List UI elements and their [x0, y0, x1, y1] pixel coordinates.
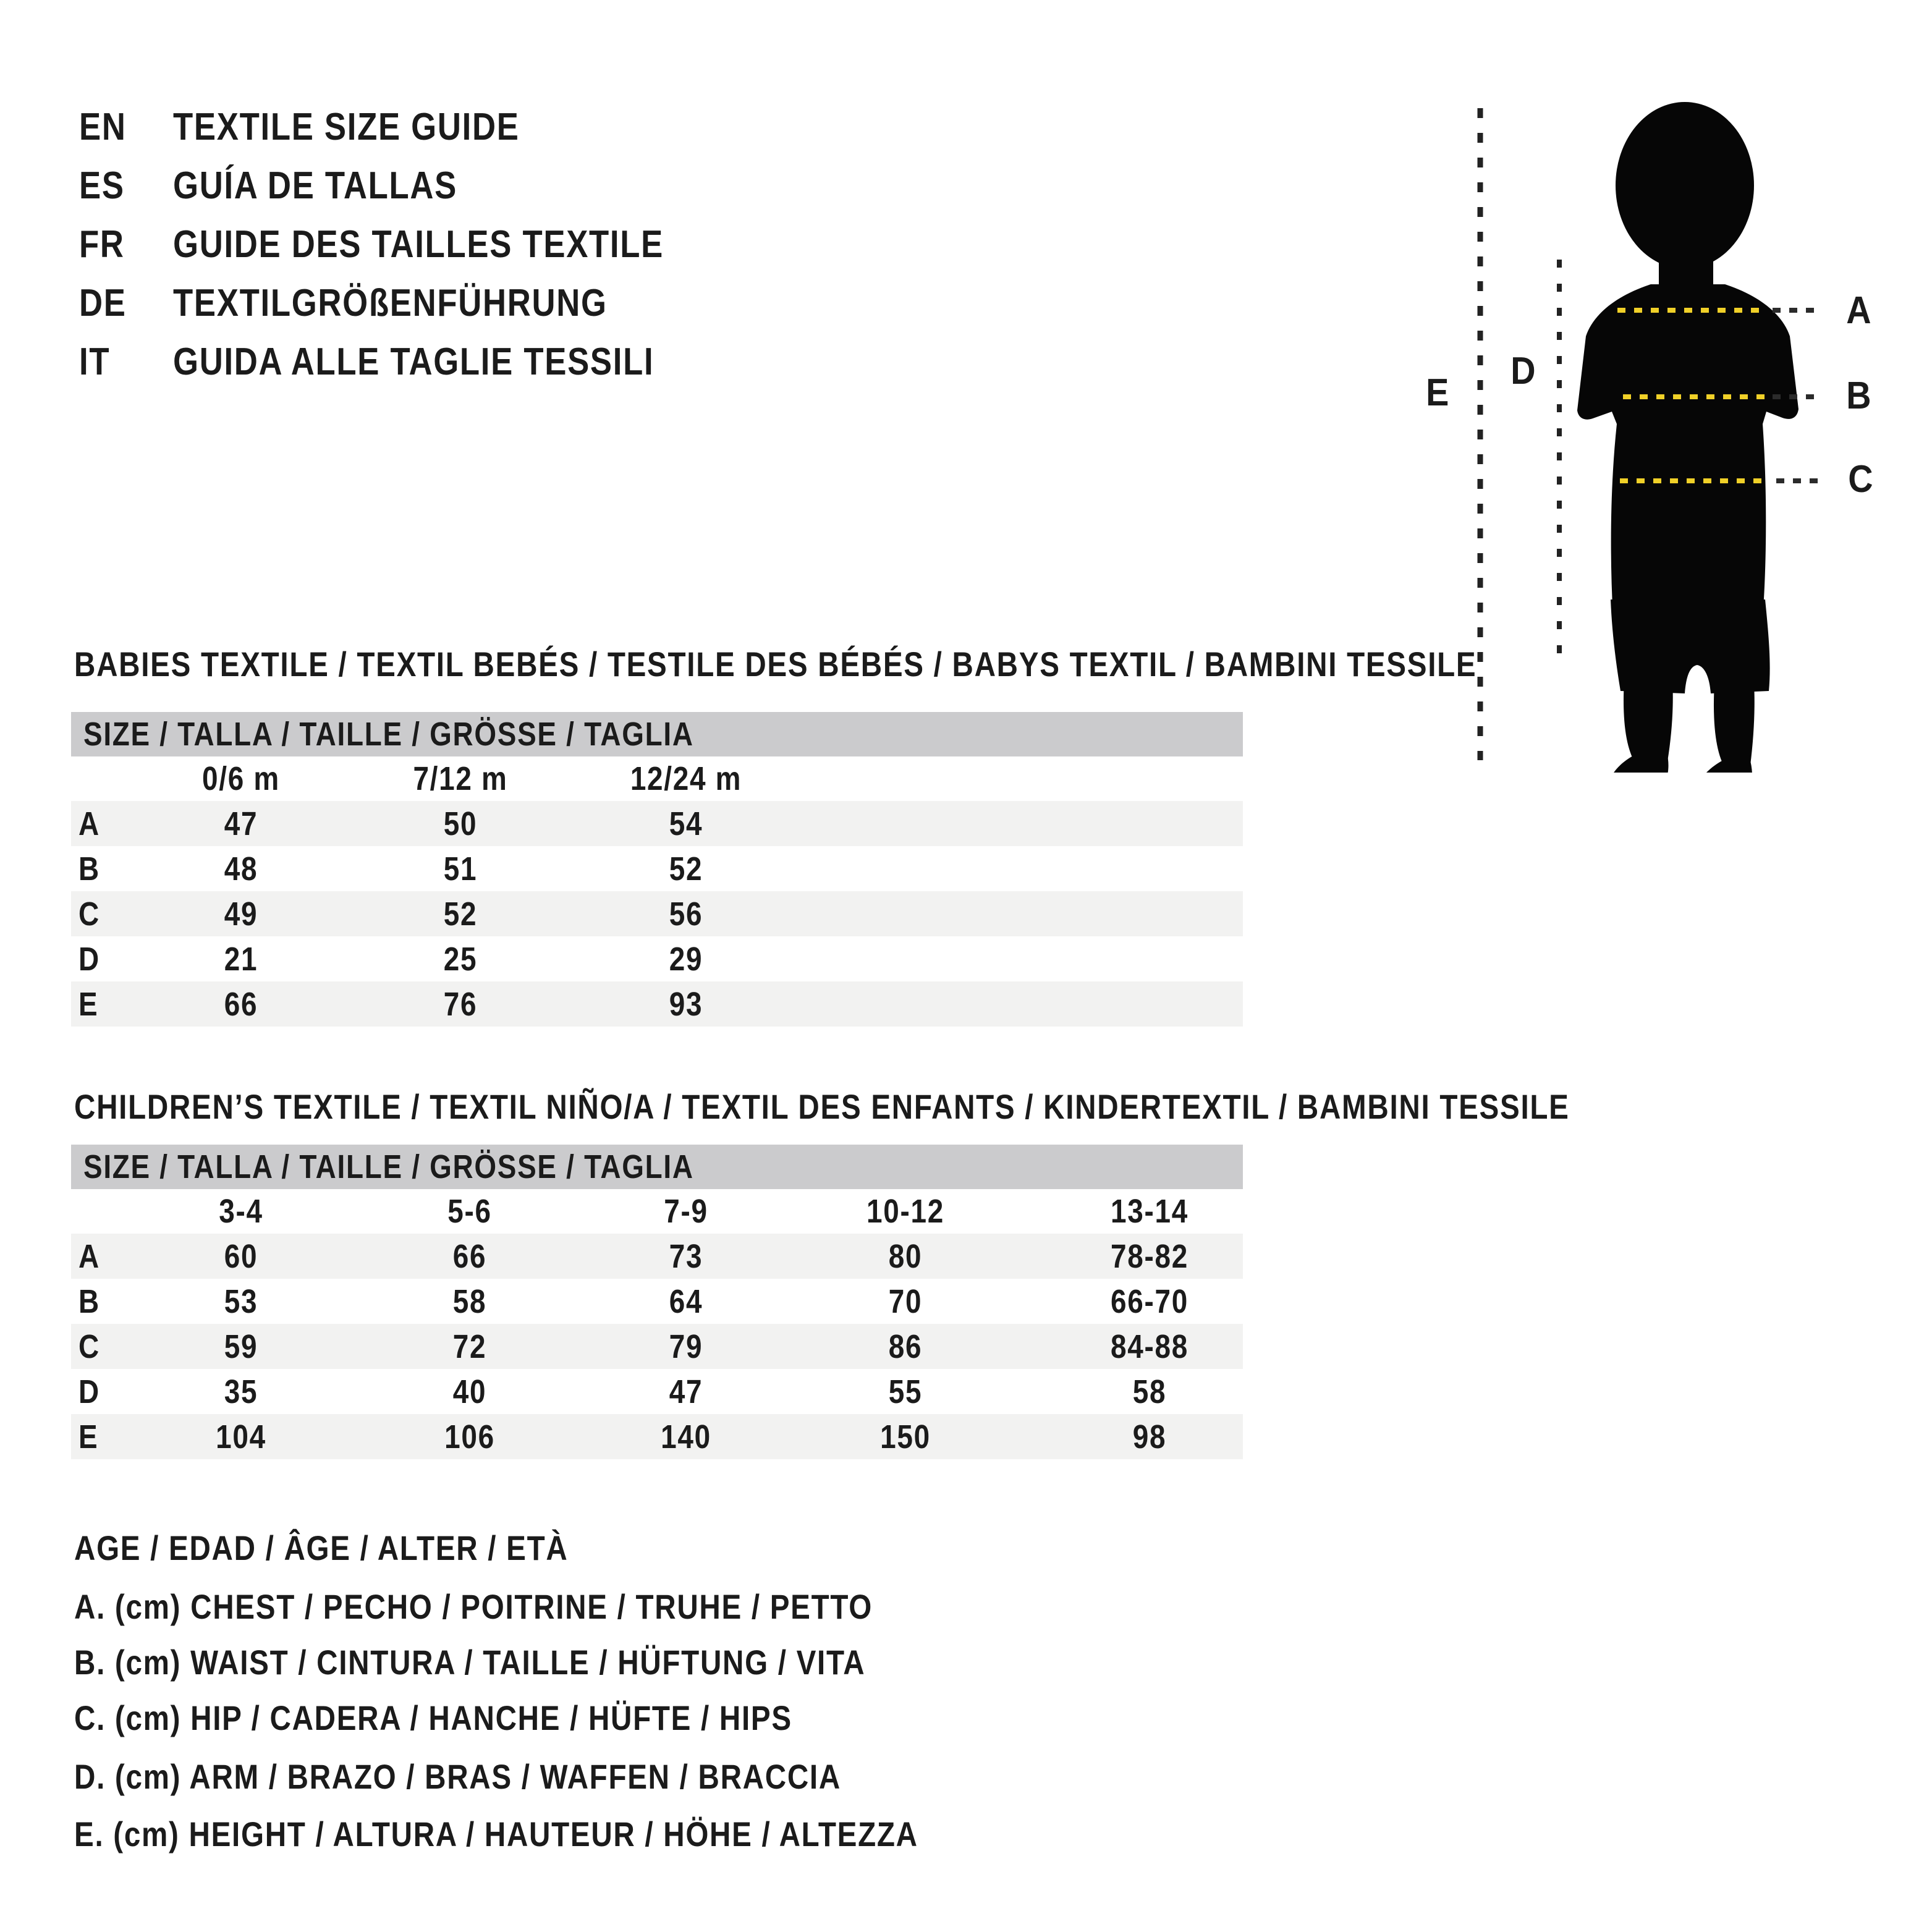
children-col-3-4: 3-4 [219, 1193, 263, 1230]
legend-chest-line: A. (cm) CHEST / PECHO / POITRINE / TRUHE / PETTO [74, 1587, 873, 1626]
lang-code-fr: FR [79, 223, 125, 266]
figure-label-d: D [1510, 350, 1536, 392]
language-title-list [79, 98, 750, 391]
lang-code-it: IT [79, 341, 111, 383]
legend-height-line: E. (cm) HEIGHT / ALTURA / HAUTEUR / HÖHE / ALTEZZA [74, 1815, 918, 1854]
table-row: B 53 58 64 70 66-70 [78, 1282, 1188, 1320]
figure-label-a: A [1846, 289, 1872, 332]
lang-row-fr [79, 215, 750, 274]
children-col-7-9: 7-9 [664, 1193, 708, 1230]
table-row: C 49 52 56 [71, 891, 1243, 936]
legend-hip-line: C. (cm) HIP / CADERA / HANCHE / HÜFTE / HIPS [74, 1698, 792, 1737]
legend-waist-line: B. (cm) WAIST / CINTURA / TAILLE / HÜFTUNG / VITA [74, 1643, 866, 1682]
guide-title-en: TEXTILE SIZE GUIDE [173, 106, 520, 148]
children-size-table [71, 1145, 1243, 1459]
lang-code-es: ES [79, 164, 125, 207]
guide-title-it: GUIDA ALLE TAGLIE TESSILI [173, 341, 655, 383]
guide-title-de: TEXTILGRÖßENFÜHRUNG [173, 282, 608, 324]
figure-label-c: C [1848, 458, 1874, 501]
lang-code-de: DE [79, 282, 127, 324]
table-row: E 66 76 93 [71, 981, 1243, 1027]
children-section-title: CHILDREN’S TEXTILE / TEXTIL NIÑO/A / TEXTIL DES ENFANTS / KINDERTEXTIL / BAMBINI TESSILE [74, 1087, 1570, 1126]
table-row: D 35 40 47 55 58 [78, 1373, 1167, 1410]
table-row: A 60 66 73 80 78-82 [71, 1234, 1243, 1279]
table-row: B 48 51 52 [78, 850, 703, 888]
children-column-header-row [71, 1189, 1243, 1234]
babies-size-header-bar: SIZE / TALLA / TAILLE / GRÖSSE / TAGLIA [71, 712, 1243, 756]
lang-row-de [79, 274, 750, 333]
figure-label-e: E [1426, 371, 1450, 414]
babies-col-0-6m: 0/6 m [202, 760, 280, 797]
lang-row-it [79, 333, 750, 391]
lang-row-en [79, 98, 750, 156]
children-col-10-12: 10-12 [866, 1193, 944, 1230]
guide-title-fr: GUIDE DES TAILLES TEXTILE [173, 223, 664, 266]
babies-col-7-12m: 7/12 m [413, 760, 508, 797]
figure-label-b: B [1846, 375, 1872, 417]
table-row: A 47 50 54 [71, 801, 1243, 846]
children-col-5-6: 5-6 [447, 1193, 492, 1230]
guide-title-es: GUÍA DE TALLAS [173, 164, 458, 207]
babies-section-title: BABIES TEXTILE / TEXTIL BEBÉS / TESTILE DES BÉBÉS / BABYS TEXTIL / BAMBINI TESSILE [74, 645, 1477, 684]
legend-arm-line: D. (cm) ARM / BRAZO / BRAS / WAFFEN / BRACCIA [74, 1757, 841, 1796]
legend-age-line: AGE / EDAD / ÂGE / ALTER / ETÀ [74, 1528, 569, 1567]
babies-col-12-24m: 12/24 m [630, 760, 742, 797]
children-col-13-14: 13-14 [1111, 1193, 1188, 1230]
lang-code-en: EN [79, 106, 127, 148]
babies-column-header-row [71, 756, 1243, 801]
babies-size-table [71, 712, 1243, 1027]
table-row: E 104 106 140 150 98 [71, 1414, 1243, 1459]
table-row: C 59 72 79 86 84-88 [71, 1324, 1243, 1369]
children-size-header-bar: SIZE / TALLA / TAILLE / GRÖSSE / TAGLIA [71, 1145, 1243, 1189]
lang-row-es [79, 156, 750, 215]
table-row: D 21 25 29 [78, 940, 703, 978]
